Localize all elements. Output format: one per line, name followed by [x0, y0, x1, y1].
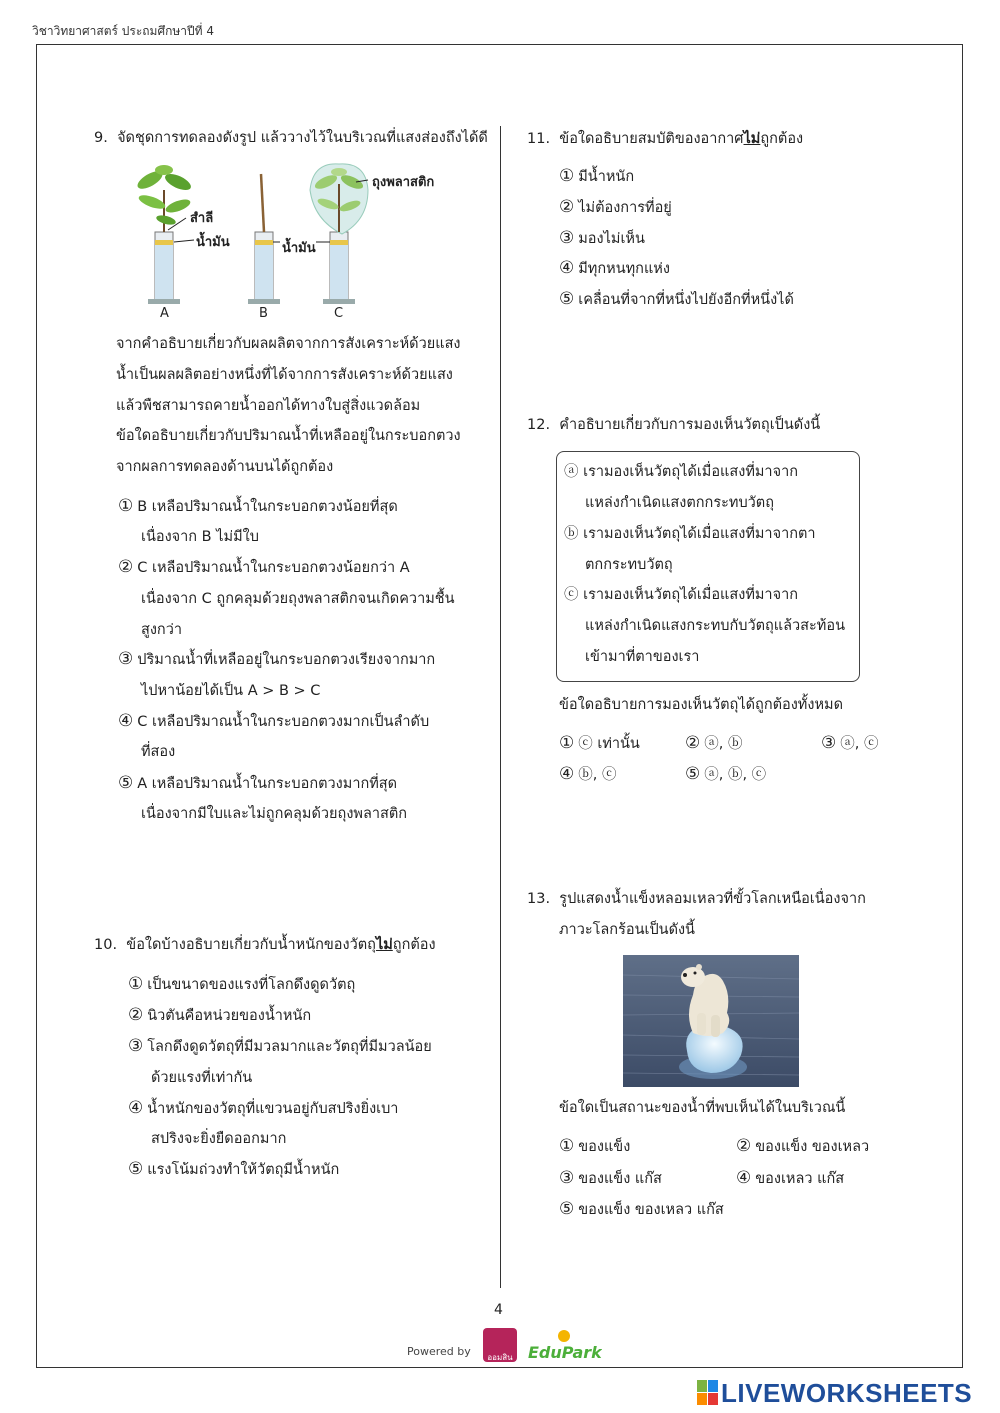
label-oil-1: น้ำมัน [196, 235, 230, 250]
q12-statement-c: ⓒ เรามองเห็นวัตถุได้เมื่อแสงที่มาจาก [564, 587, 798, 603]
page-number: 4 [494, 1302, 503, 1318]
q9-experiment-figure [128, 160, 468, 318]
q9-option-4-line-2: ที่สอง [141, 744, 176, 760]
q12-question: ข้อใดอธิบายการมองเห็นวัตถุได้ถูกต้องทั้งหมด [559, 697, 843, 713]
q12-option-1[interactable]: ① ⓒ เท่านั้น [559, 733, 640, 753]
q10-option-5[interactable]: ⑤ แรงโน้มถ่วงทำให้วัตถุมีน้ำหนัก [128, 1159, 340, 1179]
q9-para-5: จากผลการทดลองด้านบนได้ถูกต้อง [116, 459, 334, 475]
q12-statement-a-line-2: แหล่งกำเนิดแสงตกกระทบวัตถุ [585, 495, 775, 511]
q9-option-3-line-2: ไปหาน้อยได้เป็น A > B > C [141, 683, 321, 699]
cylinder-b [248, 174, 280, 304]
q13-option-5[interactable]: ⑤ ของแข็ง ของเหลว แก๊ส [559, 1199, 724, 1219]
q12-statement-b-line-2: ตกกระทบวัตถุ [585, 557, 673, 573]
q12-statement-b: ⓑ เรามองเห็นวัตถุได้เมื่อแสงที่มาจากตา [564, 526, 816, 542]
edupark-logo [526, 1328, 602, 1362]
cylinder-a [135, 165, 193, 304]
q9-option-5[interactable]: ⑤ A เหลือปริมาณน้ำในกระบอกตวงมากที่สุด [118, 773, 398, 793]
q12-option-4[interactable]: ④ ⓑ, ⓒ [559, 764, 617, 784]
q11-option-4[interactable]: ④ มีทุกหนทุกแห่ง [559, 258, 670, 278]
q9-prompt: 9. จัดชุดการทดลองดังรูป แล้ววางไว้ในบริเวณที่แสงส่องถึงได้ดี [94, 130, 488, 146]
q12-prompt: 12. คำอธิบายเกี่ยวกับการมองเห็นวัตถุเป็นดังนี้ [527, 417, 821, 433]
label-a: A [160, 306, 169, 318]
q12-statement-c-line-2: แหล่งกำเนิดแสงกระทบกับวัตถุแล้วสะท้อน [585, 618, 845, 634]
q13-option-1[interactable]: ① ของแข็ง [559, 1136, 631, 1156]
label-cotton: สำลี [190, 211, 214, 226]
q13-option-3[interactable]: ③ ของแข็ง แก๊ส [559, 1168, 662, 1188]
q9-para-1: จากคำอธิบายเกี่ยวกับผลผลิตจากการสังเคราะห์ด้วยแสง [116, 336, 461, 352]
q10-option-2[interactable]: ② นิวตันคือหน่วยของน้ำหนัก [128, 1005, 312, 1025]
label-c: C [334, 306, 344, 318]
q9-option-1-line-2: เนื่องจาก B ไม่มีใบ [141, 529, 259, 545]
q9-option-1[interactable]: ① B เหลือปริมาณน้ำในกระบอกตวงน้อยที่สุด [118, 496, 398, 516]
q9-para-4: ข้อใดอธิบายเกี่ยวกับปริมาณน้ำที่เหลืออยู่ในกระบอกตวง [116, 428, 461, 444]
q11-option-5[interactable]: ⑤ เคลื่อนที่จากที่หนึ่งไปยังอีกที่หนึ่งได้ [559, 289, 794, 309]
polar-bear-photo [623, 955, 799, 1087]
q9-option-5-line-2: เนื่องจากมีใบและไม่ถูกคลุมด้วยถุงพลาสติก [141, 806, 408, 822]
q12-statement-a: ⓐ เรามองเห็นวัตถุได้เมื่อแสงที่มาจาก [564, 464, 798, 480]
q11-prompt: 11. ข้อใดอธิบายสมบัติของอากาศไม่ถูกต้อง [527, 131, 804, 147]
q9-option-2-line-3: สูงกว่า [141, 622, 182, 638]
q12-option-2[interactable]: ② ⓐ, ⓑ [685, 733, 743, 753]
liveworksheets-brand[interactable]: LIVEWORKSHEETS [697, 1378, 972, 1409]
q9-option-2[interactable]: ② C เหลือปริมาณน้ำในกระบอกตวงน้อยกว่า A [118, 557, 410, 577]
q10-option-3-line-2: ด้วยแรงที่เท่ากัน [151, 1070, 253, 1086]
q9-option-3[interactable]: ③ ปริมาณน้ำที่เหลืออยู่ในกระบอกตวงเรียงจากมาก [118, 649, 436, 669]
q10-option-4-line-2: สปริงจะยิ่งยืดออกมาก [151, 1131, 287, 1147]
q13-option-2[interactable]: ② ของแข็ง ของเหลว [736, 1136, 870, 1156]
q11-option-1[interactable]: ① มีน้ำหนัก [559, 166, 635, 186]
label-oil-2: น้ำมัน [282, 241, 316, 256]
q12-statement-c-line-3: เข้ามาที่ตาของเรา [585, 649, 700, 665]
svg-text:EduPark: EduPark [528, 1343, 602, 1362]
liveworksheets-logo-icon [697, 1380, 719, 1406]
q10-option-1[interactable]: ① เป็นขนาดของแรงที่โลกดึงดูดวัตถุ [128, 974, 356, 994]
q10-option-3[interactable]: ③ โลกดึงดูดวัตถุที่มีมวลมากและวัตถุที่มีมวลน้อย [128, 1036, 432, 1056]
q9-para-2: น้ำเป็นผลผลิตอย่างหนึ่งที่ได้จากการสังเคราะห์ด้วยแสง [116, 367, 453, 383]
label-b: B [259, 306, 268, 318]
q12-option-3[interactable]: ③ ⓐ, ⓒ [821, 733, 879, 753]
q9-option-2-line-2: เนื่องจาก C ถูกคลุมด้วยถุงพลาสติกจนเกิดความชื้น [141, 591, 455, 607]
label-plastic-bag: ถุงพลาสติก [372, 175, 435, 190]
cylinder-c [310, 164, 368, 304]
q13-option-4[interactable]: ④ ของเหลว แก๊ส [736, 1168, 845, 1188]
q11-option-2[interactable]: ② ไม่ต้องการที่อยู่ [559, 197, 672, 217]
q10-prompt: 10. ข้อใดบ้างอธิบายเกี่ยวกับน้ำหนักของวัตถุไม่ถูกต้อง [94, 937, 436, 953]
q9-para-3: แล้วพืชสามารถคายน้ำออกได้ทางใบสู่สิ่งแวดล้อม [116, 398, 421, 414]
page-header: วิชาวิทยาศาสตร์ ประถมศึกษาปีที่ 4 [32, 24, 214, 38]
q11-option-3[interactable]: ③ มองไม่เห็น [559, 228, 645, 248]
q13-question: ข้อใดเป็นสถานะของน้ำที่พบเห็นได้ในบริเวณนี้ [559, 1100, 846, 1116]
q12-option-5[interactable]: ⑤ ⓐ, ⓑ, ⓒ [685, 764, 767, 784]
column-divider [500, 126, 501, 1288]
q13-prompt: 13. รูปแสดงน้ำแข็งหลอมเหลวที่ขั้วโลกเหนือเนื่องจาก [527, 891, 866, 907]
q13-prompt-line-2: ภาวะโลกร้อนเป็นดังนี้ [559, 922, 695, 938]
gsb-logo: ออมสิน [483, 1328, 517, 1362]
powered-by-text: Powered by [407, 1345, 471, 1358]
q9-option-4[interactable]: ④ C เหลือปริมาณน้ำในกระบอกตวงมากเป็นลำดับ [118, 711, 430, 731]
q10-option-4[interactable]: ④ น้ำหนักของวัตถุที่แขวนอยู่กับสปริงยิ่งเบา [128, 1098, 399, 1118]
